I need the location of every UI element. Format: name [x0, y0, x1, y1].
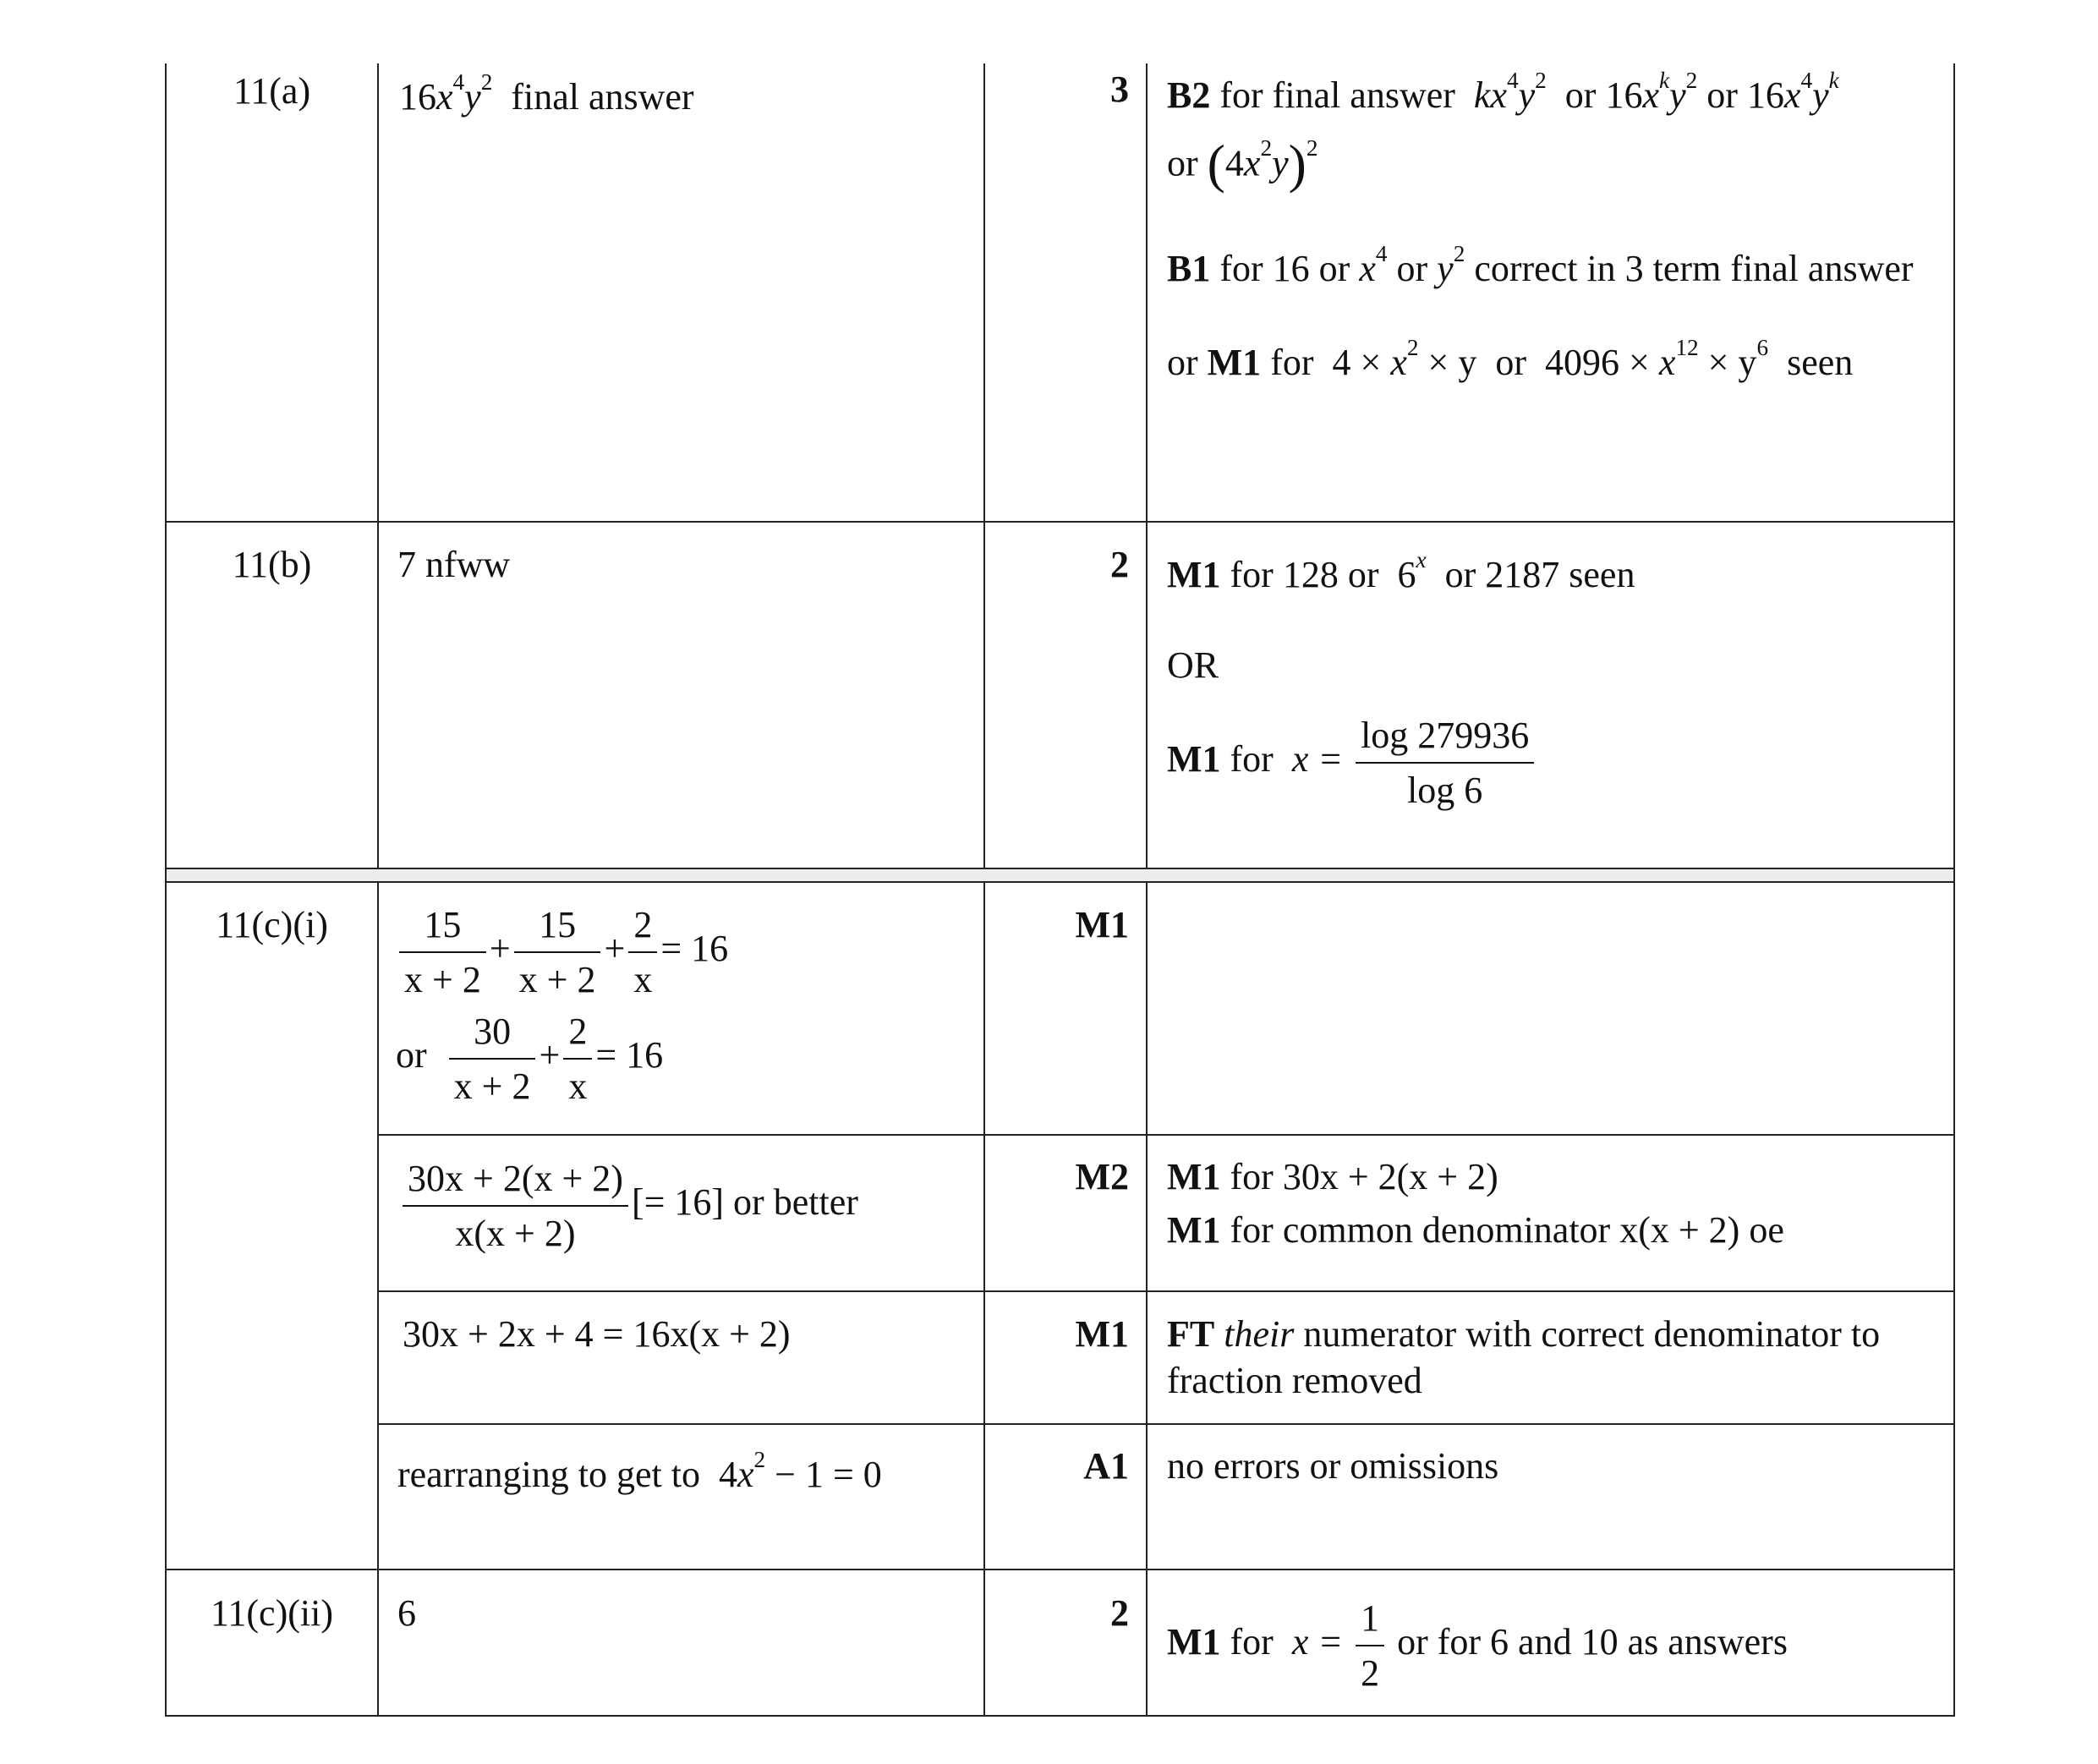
- equation-line-1: $\frac{15}{x + 2}$ + $\frac{15}{x + 2}$ + $\frac{2}{x}$ = 16: [396, 901, 979, 1003]
- guidance-cell: M1 for 30x + 2(x + 2) M1 for common denominator x(x + 2) oe: [1167, 1156, 1784, 1251]
- table-border-right: [1953, 63, 1955, 1717]
- guidance-cell: [1167, 546, 1945, 814]
- row-divider: [165, 881, 1955, 883]
- fraction: $\frac{\log 279936}{\log 6}$: [1356, 712, 1534, 814]
- row-divider: [377, 1290, 1955, 1292]
- row-divider: [165, 868, 1955, 869]
- guidance-cell: M1 for x = $\frac{1}{2}$ or for 6 and 10 as answers: [1167, 1595, 1945, 1696]
- question-number: 11(b): [232, 544, 312, 585]
- guidance-m1-second: M1 for x = $\frac{\log 279936}{\log 6}$: [1167, 712, 1945, 814]
- answer-coefficient: 16: [399, 76, 436, 118]
- answer-text: final answer: [511, 76, 694, 118]
- answer-cell: 7 nfww: [397, 544, 511, 585]
- guidance-b1: B1 for 16 or $x^4$ or $y^2$ correct in 3 term final answer: [1167, 240, 1914, 289]
- guidance-cell: FT their numerator with correct denominator to fraction removed: [1167, 1313, 1881, 1401]
- question-number: 11(a): [233, 70, 311, 112]
- row-divider: [165, 521, 1955, 523]
- marks-cell: M2: [1075, 1156, 1129, 1197]
- marks-cell: 2: [1110, 544, 1129, 585]
- answer-cell: 6: [397, 1592, 416, 1634]
- guidance-b2-continued: or $(4x^2y)^2$: [1167, 134, 1318, 194]
- guidance-m1: or M1 for $4 \times x^2 \times y$ or $4096 \times x^{12} \times y^6$ seen: [1167, 334, 1854, 383]
- column-divider-answer: [377, 63, 379, 1717]
- section-separator: [167, 869, 1953, 881]
- answer-cell: $\frac{30x + 2(x + 2)}{x(x + 2)}$ [= 16] or better: [399, 1155, 983, 1257]
- answer-cell: [396, 901, 979, 1109]
- marks-cell: 2: [1110, 1592, 1129, 1634]
- row-divider: [377, 1423, 1955, 1425]
- answer-cell: rearranging to get to $4x^2 - 1 = 0$: [397, 1446, 882, 1495]
- row-divider: [377, 1134, 1955, 1136]
- guidance-cell: [1167, 67, 1945, 386]
- question-number: 11(c)(i): [216, 904, 328, 945]
- marks-cell: A1: [1083, 1445, 1129, 1487]
- guidance-or: OR: [1167, 644, 1219, 686]
- question-number: 11(c)(ii): [211, 1592, 333, 1634]
- guidance-b2: B2 for final answer $kx^4y^2$ or $16x^ky^2$ or $16x^4y^k$: [1167, 67, 1839, 116]
- table-border-left: [165, 63, 167, 1717]
- marks-cell: 3: [1110, 68, 1129, 110]
- fraction: $\frac{1}{2}$: [1356, 1595, 1384, 1696]
- marks-cell: M1: [1075, 904, 1129, 945]
- answer-cell: 30x + 2x + 4 = 16x(x + 2): [403, 1313, 791, 1355]
- column-divider-guidance: [1146, 63, 1148, 1717]
- answer-cell: $16x^4y^2$ final answer: [399, 68, 694, 118]
- marks-cell: M1: [1075, 1313, 1129, 1355]
- guidance-cell: no errors or omissions: [1167, 1445, 1499, 1487]
- guidance-m1-first: M1 for 128 or 6$^x$ or 2187 seen: [1167, 546, 1635, 595]
- table-border-bottom: [165, 1715, 1955, 1717]
- equation-line-2: or $\frac{30}{x + 2}$ + $\frac{2}{x}$ = 16: [396, 1008, 979, 1109]
- row-divider: [165, 1569, 1955, 1570]
